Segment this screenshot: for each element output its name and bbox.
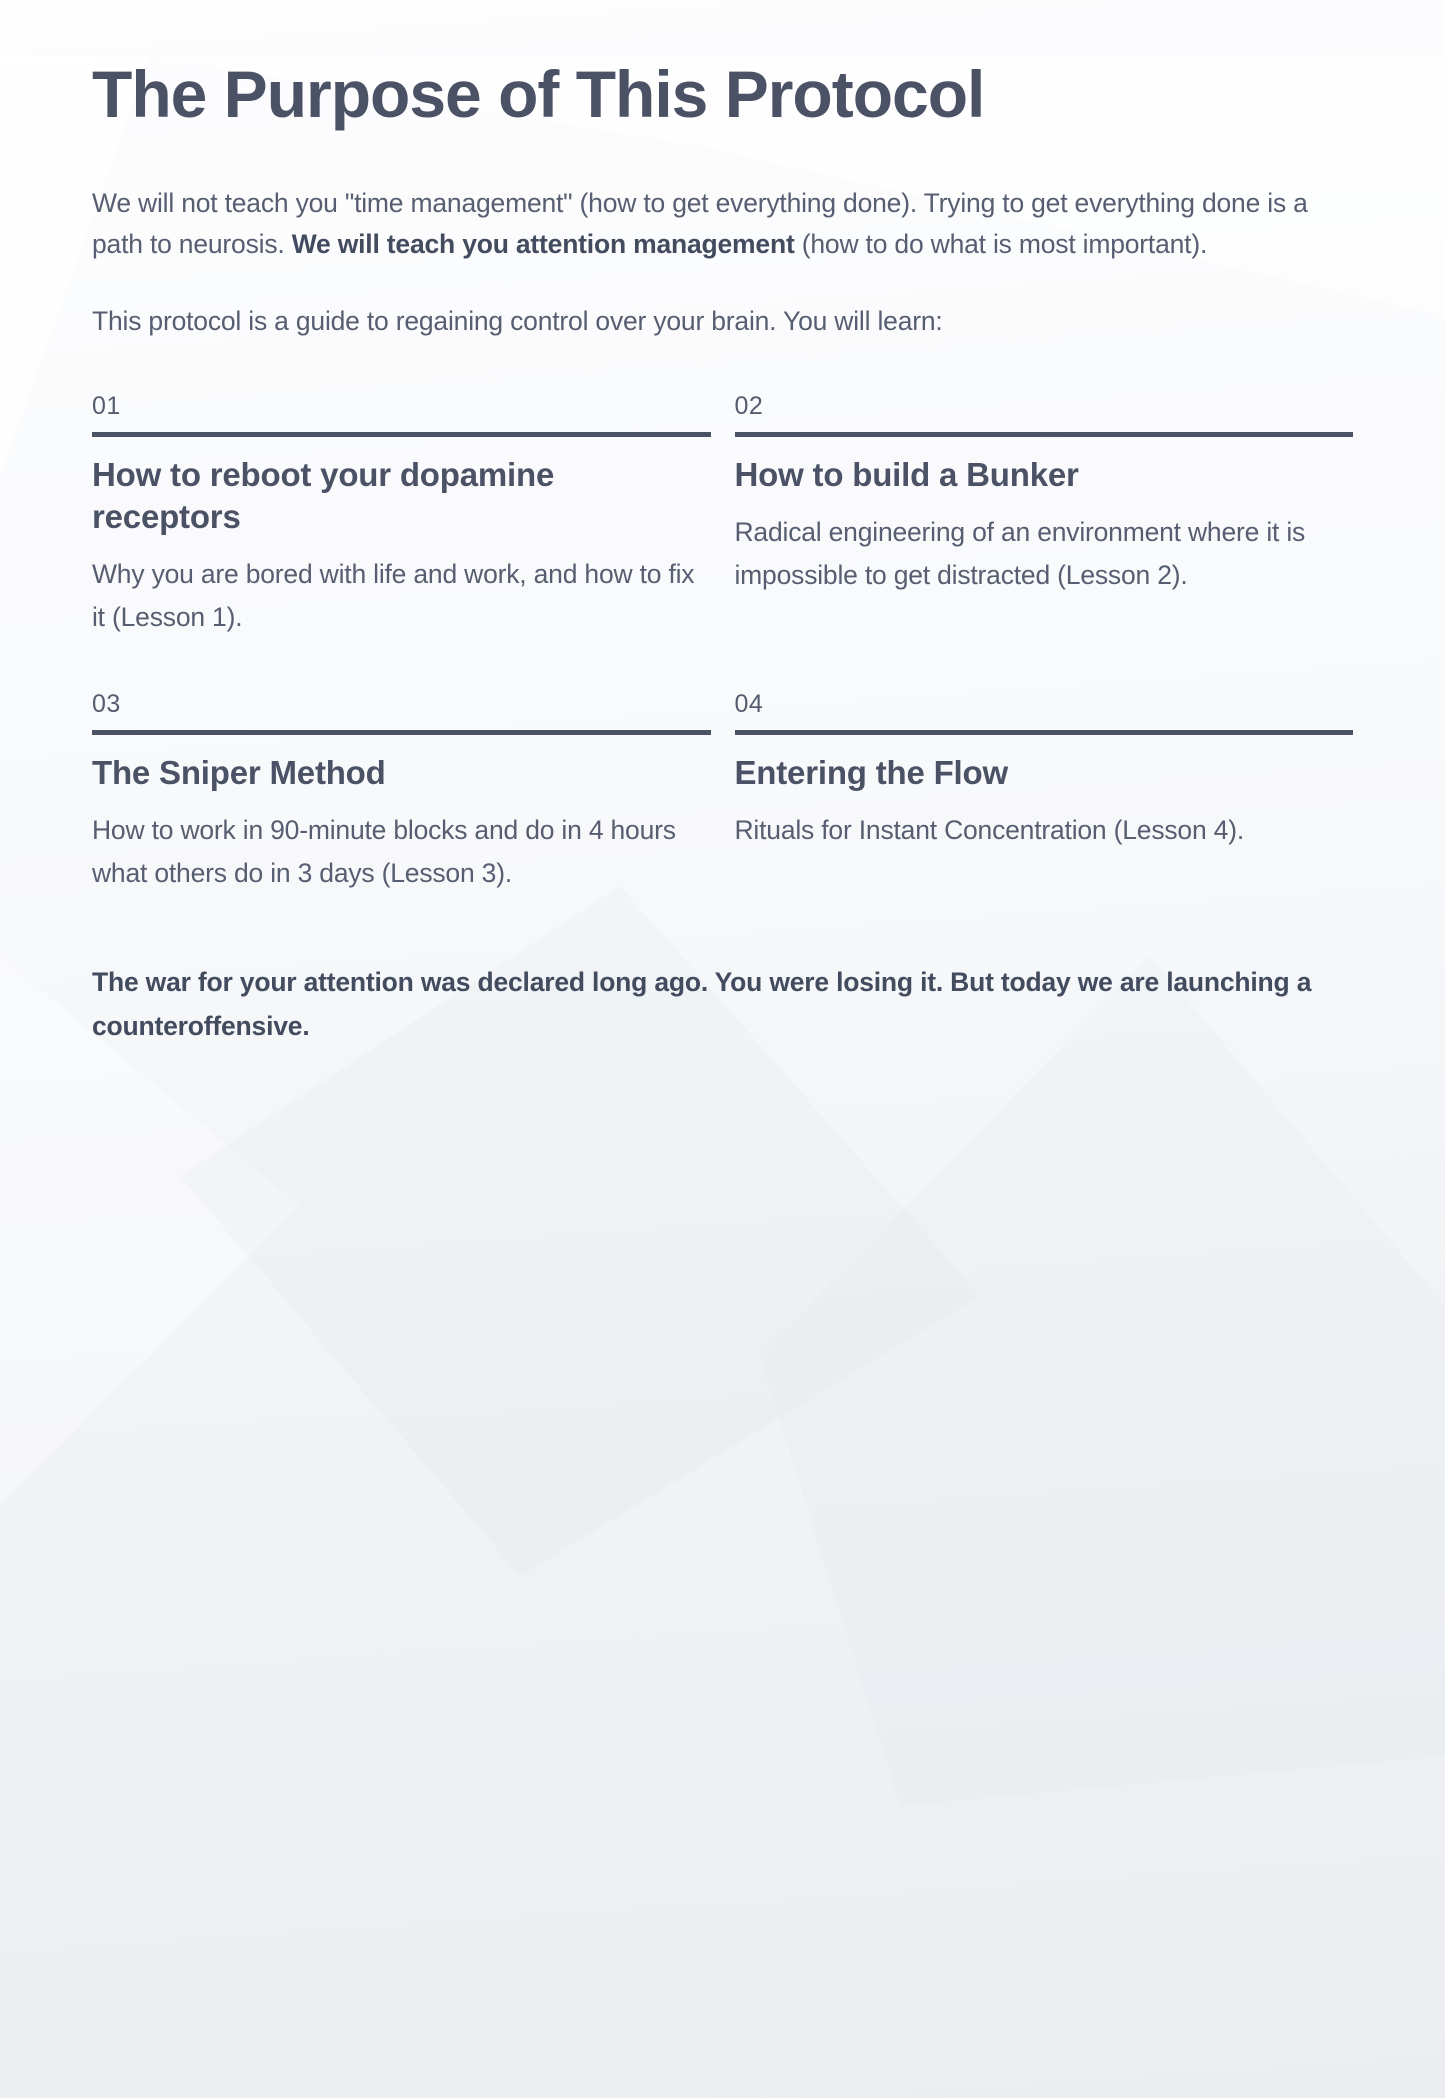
- lesson-number: 02: [734, 391, 764, 420]
- intro-bold-text: We will teach you attention management: [291, 228, 795, 259]
- lesson-description: Rituals for Instant Concentration (Lesson 4).: [734, 815, 1244, 846]
- lesson-description: Why you are bored with life and work, and how to fix it (Lesson 1).: [92, 559, 695, 632]
- intro-text-before: We will not teach you "time management" (how to get everything done). Trying to get everything done is a path to neurosis.: [92, 187, 1308, 259]
- lesson-title: How to reboot your dopamine receptors: [92, 455, 555, 535]
- lesson-divider: [735, 730, 1354, 735]
- lesson-number: 01: [92, 391, 121, 420]
- page-title: The Purpose of This Protocol: [92, 57, 985, 131]
- document-content: [0, 56, 1445, 1049]
- lesson-description: How to work in 90-minute blocks and do in 4 hours what others do in 3 days (Lesson 3).: [92, 815, 676, 888]
- lesson-card-01: [92, 391, 711, 639]
- lesson-title: Entering the Flow: [734, 753, 1008, 791]
- lesson-divider: [92, 730, 711, 735]
- lesson-description: Radical engineering of an environment where it is impossible to get distracted (Lesson 2).: [734, 516, 1306, 590]
- lesson-card-04: [735, 689, 1354, 895]
- lesson-title: The Sniper Method: [92, 753, 386, 791]
- intro-paragraph: [92, 183, 1353, 266]
- background-facet: [760, 956, 1445, 1806]
- lesson-number: 04: [734, 689, 764, 718]
- lesson-card-03: [92, 689, 711, 895]
- lead-paragraph: This protocol is a guide to regaining control over your brain. You will learn:: [92, 306, 943, 337]
- closing-paragraph: The war for your attention was declared long ago. You were losing it. But today we are launching a counteroffensive.: [92, 966, 1312, 1041]
- lessons-grid: [92, 391, 1353, 895]
- lesson-number: 03: [92, 689, 121, 718]
- lesson-card-02: [735, 391, 1354, 639]
- lesson-divider: [92, 432, 711, 437]
- lesson-divider: [735, 432, 1354, 437]
- lesson-title: How to build a Bunker: [734, 455, 1079, 493]
- intro-text-after: (how to do what is most important).: [794, 228, 1208, 259]
- protocol-page: [0, 56, 1445, 2098]
